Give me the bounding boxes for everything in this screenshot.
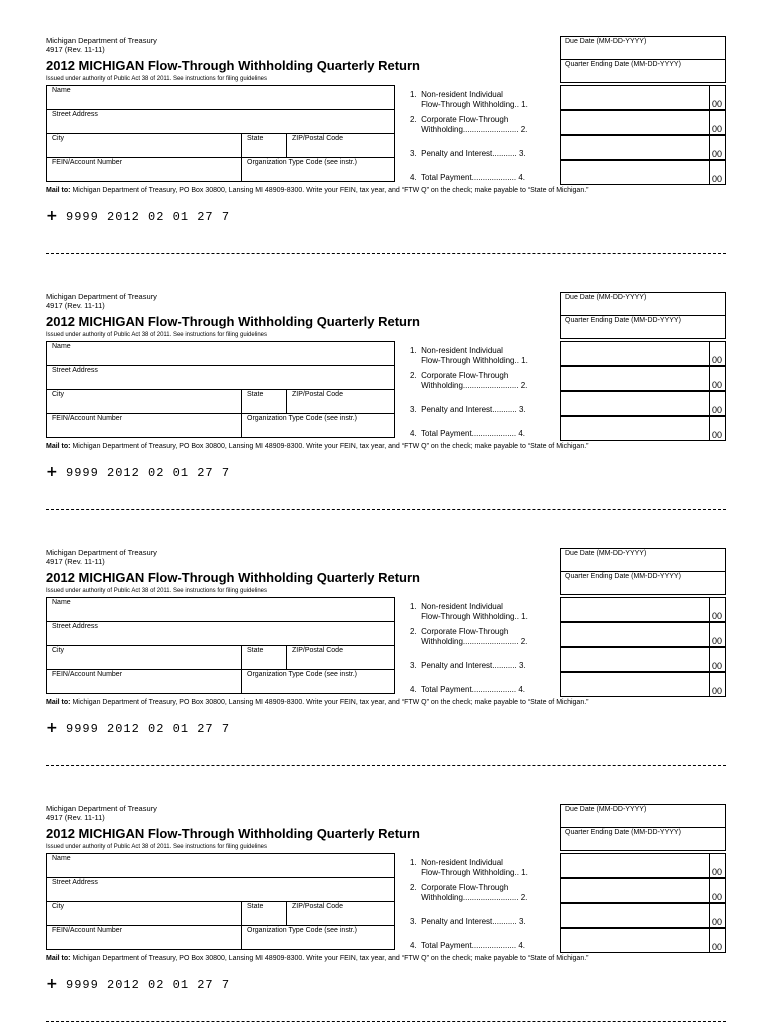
cents-value: 00 [712, 636, 723, 646]
cents-value: 00 [712, 611, 723, 621]
mail-to-text: Michigan Department of Treasury, PO Box 30800, Lansing MI 48909-8300. Write your FEIN, tax year, and “FTW Q” on the check; make payable to “State of Michigan.” [70, 699, 589, 706]
line-4-label: 4. Total Payment.................... 4. [410, 429, 526, 438]
cents-divider [709, 367, 710, 390]
line-1-label: 1. Non-resident Individual Flow-Through Withholding.. 1. [410, 858, 528, 877]
plus-icon: + [46, 464, 58, 480]
mail-to-text: Michigan Department of Treasury, PO Box 30800, Lansing MI 48909-8300. Write your FEIN, tax year, and “FTW Q” on the check; make payable to “State of Michigan.” [70, 187, 589, 194]
state-field[interactable] [241, 901, 287, 926]
form-revision: 4917 (Rev. 11-11) [46, 557, 105, 566]
mailing-instructions [46, 699, 588, 706]
fein-field[interactable] [46, 669, 242, 694]
plus-icon: + [46, 976, 58, 992]
cents-divider [709, 598, 710, 621]
name-label: Name [52, 599, 71, 606]
due-date-label: Due Date (MM-DD-YYYY) [565, 294, 647, 301]
line-1-amount-field[interactable] [560, 341, 726, 366]
zip-field[interactable] [286, 901, 395, 926]
line-3-label: 3. Penalty and Interest........... 3. [410, 405, 526, 414]
line-1-label: 1. Non-resident Individual Flow-Through Withholding.. 1. [410, 90, 528, 109]
cut-line [46, 253, 726, 254]
fein-field[interactable] [46, 925, 242, 950]
cents-divider [709, 161, 710, 184]
cents-value: 00 [712, 380, 723, 390]
scan-line [46, 463, 230, 481]
city-label: City [52, 903, 65, 910]
fein-field[interactable] [46, 413, 242, 438]
cents-value: 00 [712, 917, 723, 927]
quarter-ending-date-field[interactable] [560, 571, 726, 595]
due-date-field[interactable] [560, 548, 726, 572]
organization-type-field[interactable] [241, 413, 395, 438]
name-label: Name [52, 855, 71, 862]
quarter-ending-date-label: Quarter Ending Date (MM-DD-YYYY) [565, 829, 681, 836]
cut-line [46, 1021, 726, 1022]
line-4-amount-field[interactable] [560, 672, 726, 697]
organization-type-field[interactable] [241, 669, 395, 694]
due-date-field[interactable] [560, 36, 726, 60]
department-name: Michigan Department of Treasury [46, 292, 157, 301]
authority-note: Issued under authority of Public Act 38 of 2011. See instructions for filing guidelines [46, 332, 268, 338]
cents-divider [709, 392, 710, 415]
mail-to-label: Mail to: [46, 443, 71, 450]
name-field[interactable] [46, 85, 395, 110]
city-field[interactable] [46, 901, 242, 926]
cents-value: 00 [712, 405, 723, 415]
mail-to-text: Michigan Department of Treasury, PO Box 30800, Lansing MI 48909-8300. Write your FEIN, tax year, and “FTW Q” on the check; make payable to “State of Michigan.” [70, 443, 589, 450]
cents-divider [709, 111, 710, 134]
zip-label: ZIP/Postal Code [292, 903, 343, 910]
cents-divider [709, 854, 710, 877]
state-label: State [247, 135, 264, 142]
line-2-label: 2. Corporate Flow-Through Withholding......................... 2. [410, 115, 528, 134]
cents-divider [709, 417, 710, 440]
form-title: 2012 MICHIGAN Flow-Through Withholding Quarterly Return [46, 826, 420, 841]
line-2-label: 2. Corporate Flow-Through Withholding......................... 2. [410, 371, 528, 390]
organization-type-label: Organization Type Code (see instr.) [247, 671, 357, 678]
cents-divider [709, 904, 710, 927]
line-1-amount-field[interactable] [560, 597, 726, 622]
form-title: 2012 MICHIGAN Flow-Through Withholding Quarterly Return [46, 570, 420, 585]
return-voucher [0, 256, 770, 512]
department-header [46, 36, 157, 54]
line-1-label: 1. Non-resident Individual Flow-Through Withholding.. 1. [410, 602, 528, 621]
department-header [46, 292, 157, 310]
zip-label: ZIP/Postal Code [292, 135, 343, 142]
line-4-amount-field[interactable] [560, 928, 726, 953]
line-2-amount-field[interactable] [560, 622, 726, 647]
city-field[interactable] [46, 645, 242, 670]
line-2-label: 2. Corporate Flow-Through Withholding......................... 2. [410, 627, 528, 646]
fein-label: FEIN/Account Number [52, 159, 123, 166]
street-address-label: Street Address [52, 623, 98, 630]
line-4-amount-field[interactable] [560, 416, 726, 441]
state-field[interactable] [241, 133, 287, 158]
fein-field[interactable] [46, 157, 242, 182]
fein-label: FEIN/Account Number [52, 671, 123, 678]
mail-to-label: Mail to: [46, 699, 71, 706]
fein-label: FEIN/Account Number [52, 927, 123, 934]
department-header [46, 548, 157, 566]
quarter-ending-date-field[interactable] [560, 59, 726, 83]
cents-divider [709, 648, 710, 671]
form-revision: 4917 (Rev. 11-11) [46, 45, 105, 54]
line-4-amount-field[interactable] [560, 160, 726, 185]
due-date-field[interactable] [560, 804, 726, 828]
due-date-label: Due Date (MM-DD-YYYY) [565, 806, 647, 813]
cents-value: 00 [712, 661, 723, 671]
department-name: Michigan Department of Treasury [46, 548, 157, 557]
line-3-amount-field[interactable] [560, 647, 726, 672]
cents-value: 00 [712, 942, 723, 952]
cents-value: 00 [712, 149, 723, 159]
authority-note: Issued under authority of Public Act 38 of 2011. See instructions for filing guidelines [46, 76, 268, 82]
name-field[interactable] [46, 341, 395, 366]
authority-note: Issued under authority of Public Act 38 of 2011. See instructions for filing guidelines [46, 844, 268, 850]
street-address-label: Street Address [52, 111, 98, 118]
cut-line [46, 765, 726, 766]
quarter-ending-date-label: Quarter Ending Date (MM-DD-YYYY) [565, 573, 681, 580]
scan-line [46, 207, 230, 225]
due-date-label: Due Date (MM-DD-YYYY) [565, 38, 647, 45]
line-1-amount-field[interactable] [560, 853, 726, 878]
city-label: City [52, 391, 65, 398]
line-2-label: 2. Corporate Flow-Through Withholding......................... 2. [410, 883, 528, 902]
return-voucher [0, 768, 770, 1024]
zip-label: ZIP/Postal Code [292, 391, 343, 398]
line-4-label: 4. Total Payment.................... 4. [410, 685, 526, 694]
name-field[interactable] [46, 597, 395, 622]
line-2-amount-field[interactable] [560, 366, 726, 391]
line-3-label: 3. Penalty and Interest........... 3. [410, 149, 526, 158]
plus-icon: + [46, 208, 58, 224]
line-1-amount-field[interactable] [560, 85, 726, 110]
organization-type-field[interactable] [241, 157, 395, 182]
plus-icon: + [46, 720, 58, 736]
line-3-amount-field[interactable] [560, 903, 726, 928]
return-voucher [0, 512, 770, 768]
organization-type-field[interactable] [241, 925, 395, 950]
state-field[interactable] [241, 389, 287, 414]
mail-to-label: Mail to: [46, 187, 71, 194]
street-address-field[interactable] [46, 877, 395, 902]
street-address-field[interactable] [46, 109, 395, 134]
form-title: 2012 MICHIGAN Flow-Through Withholding Quarterly Return [46, 314, 420, 329]
line-2-amount-field[interactable] [560, 110, 726, 135]
mailing-instructions [46, 955, 588, 962]
street-address-field[interactable] [46, 621, 395, 646]
quarter-ending-date-label: Quarter Ending Date (MM-DD-YYYY) [565, 61, 681, 68]
zip-field[interactable] [286, 645, 395, 670]
state-field[interactable] [241, 645, 287, 670]
state-label: State [247, 903, 264, 910]
cents-divider [709, 136, 710, 159]
cut-line [46, 509, 726, 510]
quarter-ending-date-field[interactable] [560, 827, 726, 851]
scan-line [46, 975, 230, 993]
form-revision: 4917 (Rev. 11-11) [46, 813, 105, 822]
scan-code: 9999 2012 02 01 27 7 [66, 466, 231, 480]
authority-note: Issued under authority of Public Act 38 of 2011. See instructions for filing guidelines [46, 588, 268, 594]
department-header [46, 804, 157, 822]
line-3-label: 3. Penalty and Interest........... 3. [410, 661, 526, 670]
city-label: City [52, 647, 65, 654]
fein-label: FEIN/Account Number [52, 415, 123, 422]
form-revision: 4917 (Rev. 11-11) [46, 301, 105, 310]
mailing-instructions [46, 187, 588, 194]
city-field[interactable] [46, 133, 242, 158]
line-4-label: 4. Total Payment.................... 4. [410, 173, 526, 182]
cents-value: 00 [712, 355, 723, 365]
state-label: State [247, 391, 264, 398]
zip-label: ZIP/Postal Code [292, 647, 343, 654]
zip-field[interactable] [286, 133, 395, 158]
line-1-label: 1. Non-resident Individual Flow-Through Withholding.. 1. [410, 346, 528, 365]
name-label: Name [52, 87, 71, 94]
organization-type-label: Organization Type Code (see instr.) [247, 927, 357, 934]
cents-value: 00 [712, 174, 723, 184]
cents-value: 00 [712, 99, 723, 109]
name-field[interactable] [46, 853, 395, 878]
scan-line [46, 719, 230, 737]
mail-to-text: Michigan Department of Treasury, PO Box 30800, Lansing MI 48909-8300. Write your FEIN, tax year, and “FTW Q” on the check; make payable to “State of Michigan.” [70, 955, 589, 962]
quarter-ending-date-label: Quarter Ending Date (MM-DD-YYYY) [565, 317, 681, 324]
street-address-label: Street Address [52, 367, 98, 374]
scan-code: 9999 2012 02 01 27 7 [66, 722, 231, 736]
name-label: Name [52, 343, 71, 350]
cents-value: 00 [712, 686, 723, 696]
cents-value: 00 [712, 892, 723, 902]
city-field[interactable] [46, 389, 242, 414]
department-name: Michigan Department of Treasury [46, 36, 157, 45]
line-4-label: 4. Total Payment.................... 4. [410, 941, 526, 950]
state-label: State [247, 647, 264, 654]
mailing-instructions [46, 443, 588, 450]
scan-code: 9999 2012 02 01 27 7 [66, 978, 231, 992]
street-address-label: Street Address [52, 879, 98, 886]
cents-value: 00 [712, 867, 723, 877]
city-label: City [52, 135, 65, 142]
line-3-label: 3. Penalty and Interest........... 3. [410, 917, 526, 926]
scan-code: 9999 2012 02 01 27 7 [66, 210, 231, 224]
cents-divider [709, 342, 710, 365]
mail-to-label: Mail to: [46, 955, 71, 962]
cents-divider [709, 86, 710, 109]
cents-divider [709, 879, 710, 902]
organization-type-label: Organization Type Code (see instr.) [247, 159, 357, 166]
due-date-field[interactable] [560, 292, 726, 316]
cents-value: 00 [712, 430, 723, 440]
cents-value: 00 [712, 124, 723, 134]
line-2-amount-field[interactable] [560, 878, 726, 903]
quarter-ending-date-field[interactable] [560, 315, 726, 339]
street-address-field[interactable] [46, 365, 395, 390]
cents-divider [709, 623, 710, 646]
department-name: Michigan Department of Treasury [46, 804, 157, 813]
cents-divider [709, 673, 710, 696]
zip-field[interactable] [286, 389, 395, 414]
line-3-amount-field[interactable] [560, 391, 726, 416]
return-voucher [0, 0, 770, 256]
cents-divider [709, 929, 710, 952]
organization-type-label: Organization Type Code (see instr.) [247, 415, 357, 422]
form-title: 2012 MICHIGAN Flow-Through Withholding Quarterly Return [46, 58, 420, 73]
due-date-label: Due Date (MM-DD-YYYY) [565, 550, 647, 557]
line-3-amount-field[interactable] [560, 135, 726, 160]
